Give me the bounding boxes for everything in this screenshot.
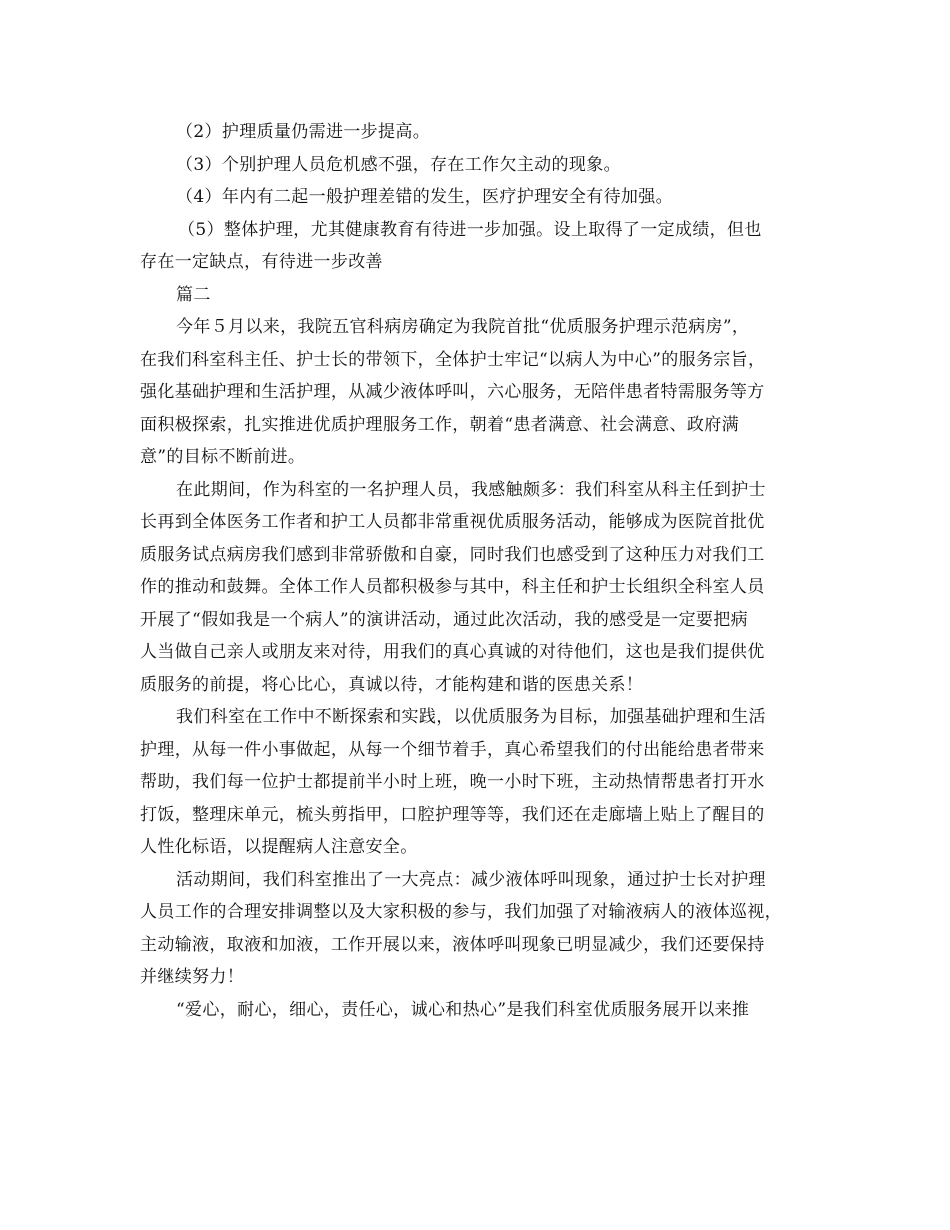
paragraph-line: 活动期间，我们科室推出了一大亮点：减少液体呼叫现象，通过护士长对护理 [176,869,766,890]
paragraph [140,474,820,702]
paragraph-line: 打饭，整理床单元，梳头剪指甲，口腔护理等等，我们还在走廊墙上贴上了醒目的 [140,804,765,825]
paragraph-line: 在此期间，作为科室的一名护理人员，我感触颇多：我们科室从科主任到护士 [176,479,766,500]
paragraph-line: 开展了“假如我是一个病人”的演讲活动，通过此次活动，我的感受是一定要把病 [140,609,748,630]
list-item: （5）整体护理，尤其健康教育有待进一步加强。设上取得了一定成绩，但也 [178,219,762,240]
section-title: 篇二 [176,284,211,305]
paragraph-line: 我们科室在工作中不断探索和实践，以优质服务为目标，加强基础护理和生活 [176,707,766,727]
paragraph [140,311,820,474]
paragraph-line: 人性化标语，以提醒病人注意安全。 [140,837,418,857]
paragraph-line: 面积极探索，扎实推进优质护理服务工作，朝着“患者满意、社会满意、政府满 [140,414,739,435]
list-item-continuation: 存在一定缺点，有待进一步改善 [140,252,383,272]
paragraph-line: 帮助，我们每一位护士都提前半小时上班，晚一小时下班，主动热情帮患者打开水 [140,772,765,792]
paragraph-line: 作的推动和鼓舞。全体工作人员都积极参与其中，科主任和护士长组织全科室人员 [140,577,765,597]
list-item: （4）年内有二起一般护理差错的发生，医疗护理安全有待加强。 [176,187,673,207]
document-body [140,116,820,1026]
paragraph-line: 主动输液，取液和加液，工作开展以来，液体呼叫现象已明显减少，我们还要保持 [140,934,765,955]
paragraph-line: 意”的目标不断前进。 [140,447,306,467]
list-item: （3）个别护理人员危机感不强，存在工作欠主动的现象。 [176,154,621,175]
paragraph-line: 人当做自己亲人或朋友来对待，用我们的真心真诚的对待他们，这也是我们提供优 [140,642,765,662]
paragraph-line: 质服务试点病房我们感到非常骄傲和自豪，同时我们也感受到了这种压力对我们工 [140,544,765,565]
paragraph-line: 今年５月以来，我院五官科病房确定为我院首批“优质服务护理示范病房”， [176,317,750,337]
list-item: （2）护理质量仍需进一步提高。 [176,122,431,142]
paragraph-line: 在我们科室科主任、护士长的带领下，全体护士牢记“以病人为中心”的服务宗旨， [140,349,766,370]
paragraph [140,701,820,864]
paragraph [140,994,820,1027]
paragraph-line: 质服务的前提，将心比心，真诚以待，才能构建和谐的医患关系！ [140,674,644,695]
paragraph-line: 人员工作的合理安排调整以及大家积极的参与，我们加强了对输液病人的液体巡视， [140,902,782,922]
paragraph-line: 并继续努力！ [140,967,245,987]
paragraph [140,864,820,994]
paragraph-line: 长再到全体医务工作者和护工人员都非常重视优质服务活动，能够成为医院首批优 [140,512,765,532]
paragraph-line: 强化基础护理和生活护理，从减少液体呼叫，六心服务，无陪伴患者特需服务等方 [140,382,765,402]
paragraph-line: 护理，从每一件小事做起，从每一个细节着手，真心希望我们的付出能给患者带来 [140,739,765,760]
paragraph-line: “爱心，耐心，细心，责任心，诚心和热心”是我们科室优质服务展开以来推 [176,999,750,1020]
